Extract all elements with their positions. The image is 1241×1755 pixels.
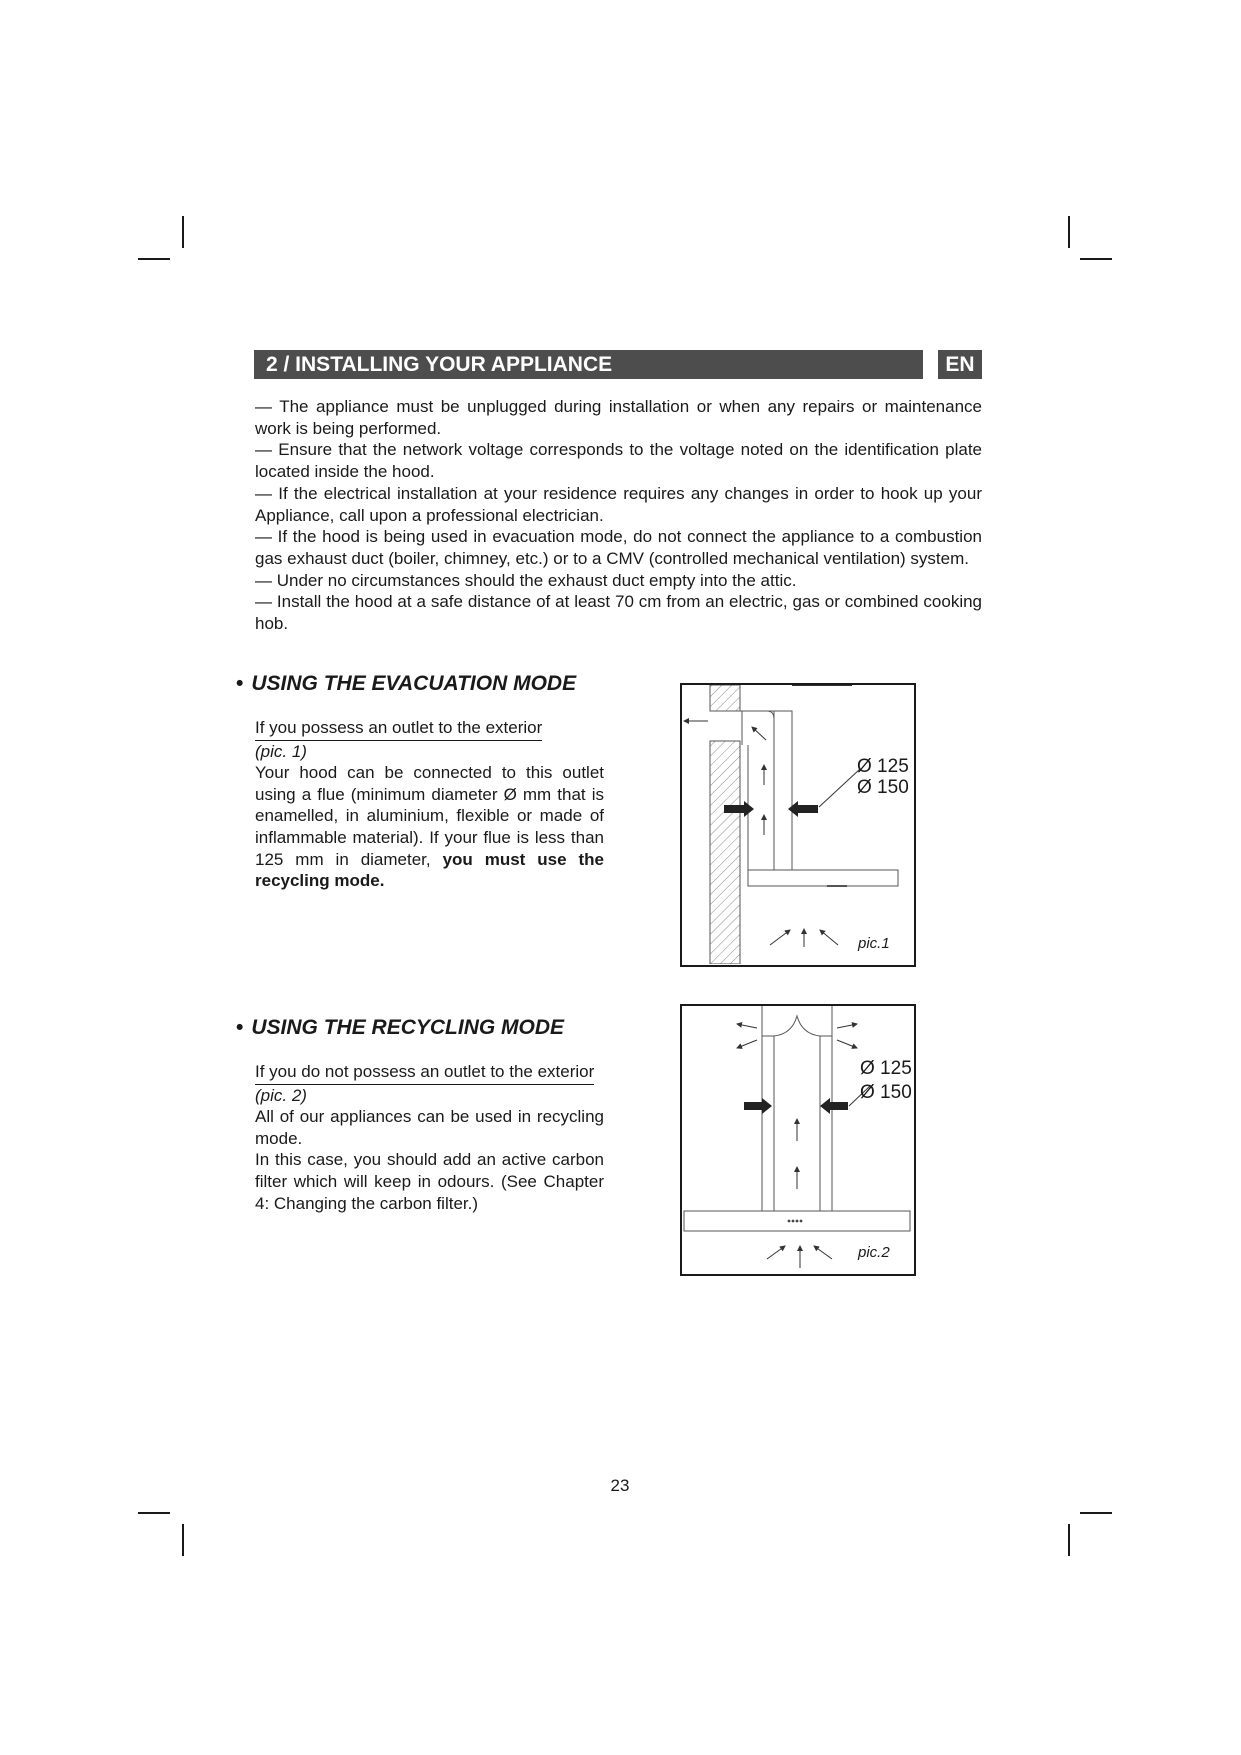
crop-mark xyxy=(1080,1512,1112,1514)
recycling-body: In this case, you should add an active carbon filter which will keep in odours. (See Chapter 4: Changing the carbon filter.) xyxy=(255,1150,604,1213)
bullet-icon: • xyxy=(236,672,244,695)
evacuation-text xyxy=(255,717,604,892)
recycling-diagram xyxy=(680,1004,916,1276)
instruction-item: — If the electrical installation at your residence requires any changes in order to hook up your Appliance, call upon a professional electrician. xyxy=(255,483,982,525)
diameter-label: Ø 125 xyxy=(857,756,909,777)
diameter-label: Ø 150 xyxy=(857,777,909,798)
recycling-title: • USING THE RECYCLING MODE xyxy=(236,1016,565,1039)
crop-mark xyxy=(1068,1524,1070,1556)
section-header: 2 / INSTALLING YOUR APPLIANCE xyxy=(254,350,923,379)
instruction-item: — If the hood is being used in evacuation mode, do not connect the appliance to a combustion gas exhaust duct (boiler, chimney, etc.) or to a CMV (controlled mechanical ventilation) system. xyxy=(255,527,982,568)
instruction-item: — Install the hood at a safe distance of at least 70 cm from an electric, gas or combined cooking hob. xyxy=(255,592,982,634)
diameter-label: Ø 150 xyxy=(860,1082,912,1103)
safety-instructions xyxy=(255,396,982,635)
bullet-icon: • xyxy=(236,1016,244,1039)
hood-evacuation-drawing xyxy=(682,685,913,964)
evacuation-body: Your hood can be connected to this outlet using a flue (minimum diameter Ø mm that is enamelled, in aluminium, flexible or made of inflammable material). If your flue is less than 125 mm in diameter, you must use the recycling mode. xyxy=(255,763,604,891)
page-number: 23 xyxy=(610,1476,630,1495)
pic-reference: (pic. 1) xyxy=(255,741,307,761)
instruction-item: — Under no circumstances should the exhaust duct empty into the attic. xyxy=(255,570,797,590)
figure-caption: pic.2 xyxy=(858,1244,890,1261)
recycling-body: All of our appliances can be used in recycling mode. xyxy=(255,1107,604,1148)
instruction-item: — Ensure that the network voltage corresponds to the voltage noted on the identification plate located inside the hood. xyxy=(255,440,982,482)
instruction-item: — The appliance must be unplugged during installation or when any repairs or maintenance work is being performed. xyxy=(255,397,982,438)
recycling-subheading: If you do not possess an outlet to the exterior xyxy=(255,1061,594,1085)
evacuation-subheading: If you possess an outlet to the exterior xyxy=(255,717,542,741)
crop-mark xyxy=(138,1512,170,1514)
diameter-label: Ø 125 xyxy=(860,1058,912,1079)
crop-mark xyxy=(138,258,170,260)
pic-reference: (pic. 2) xyxy=(255,1085,307,1105)
hood-recycling-drawing xyxy=(682,1006,913,1273)
language-badge: EN xyxy=(938,350,982,379)
crop-mark xyxy=(1068,216,1070,248)
recycling-text xyxy=(255,1061,604,1214)
crop-mark xyxy=(1080,258,1112,260)
crop-mark xyxy=(182,216,184,248)
figure-caption: pic.1 xyxy=(858,935,890,952)
evacuation-title: • USING THE EVACUATION MODE xyxy=(236,672,577,695)
crop-mark xyxy=(182,1524,184,1556)
evacuation-diagram xyxy=(680,683,916,967)
